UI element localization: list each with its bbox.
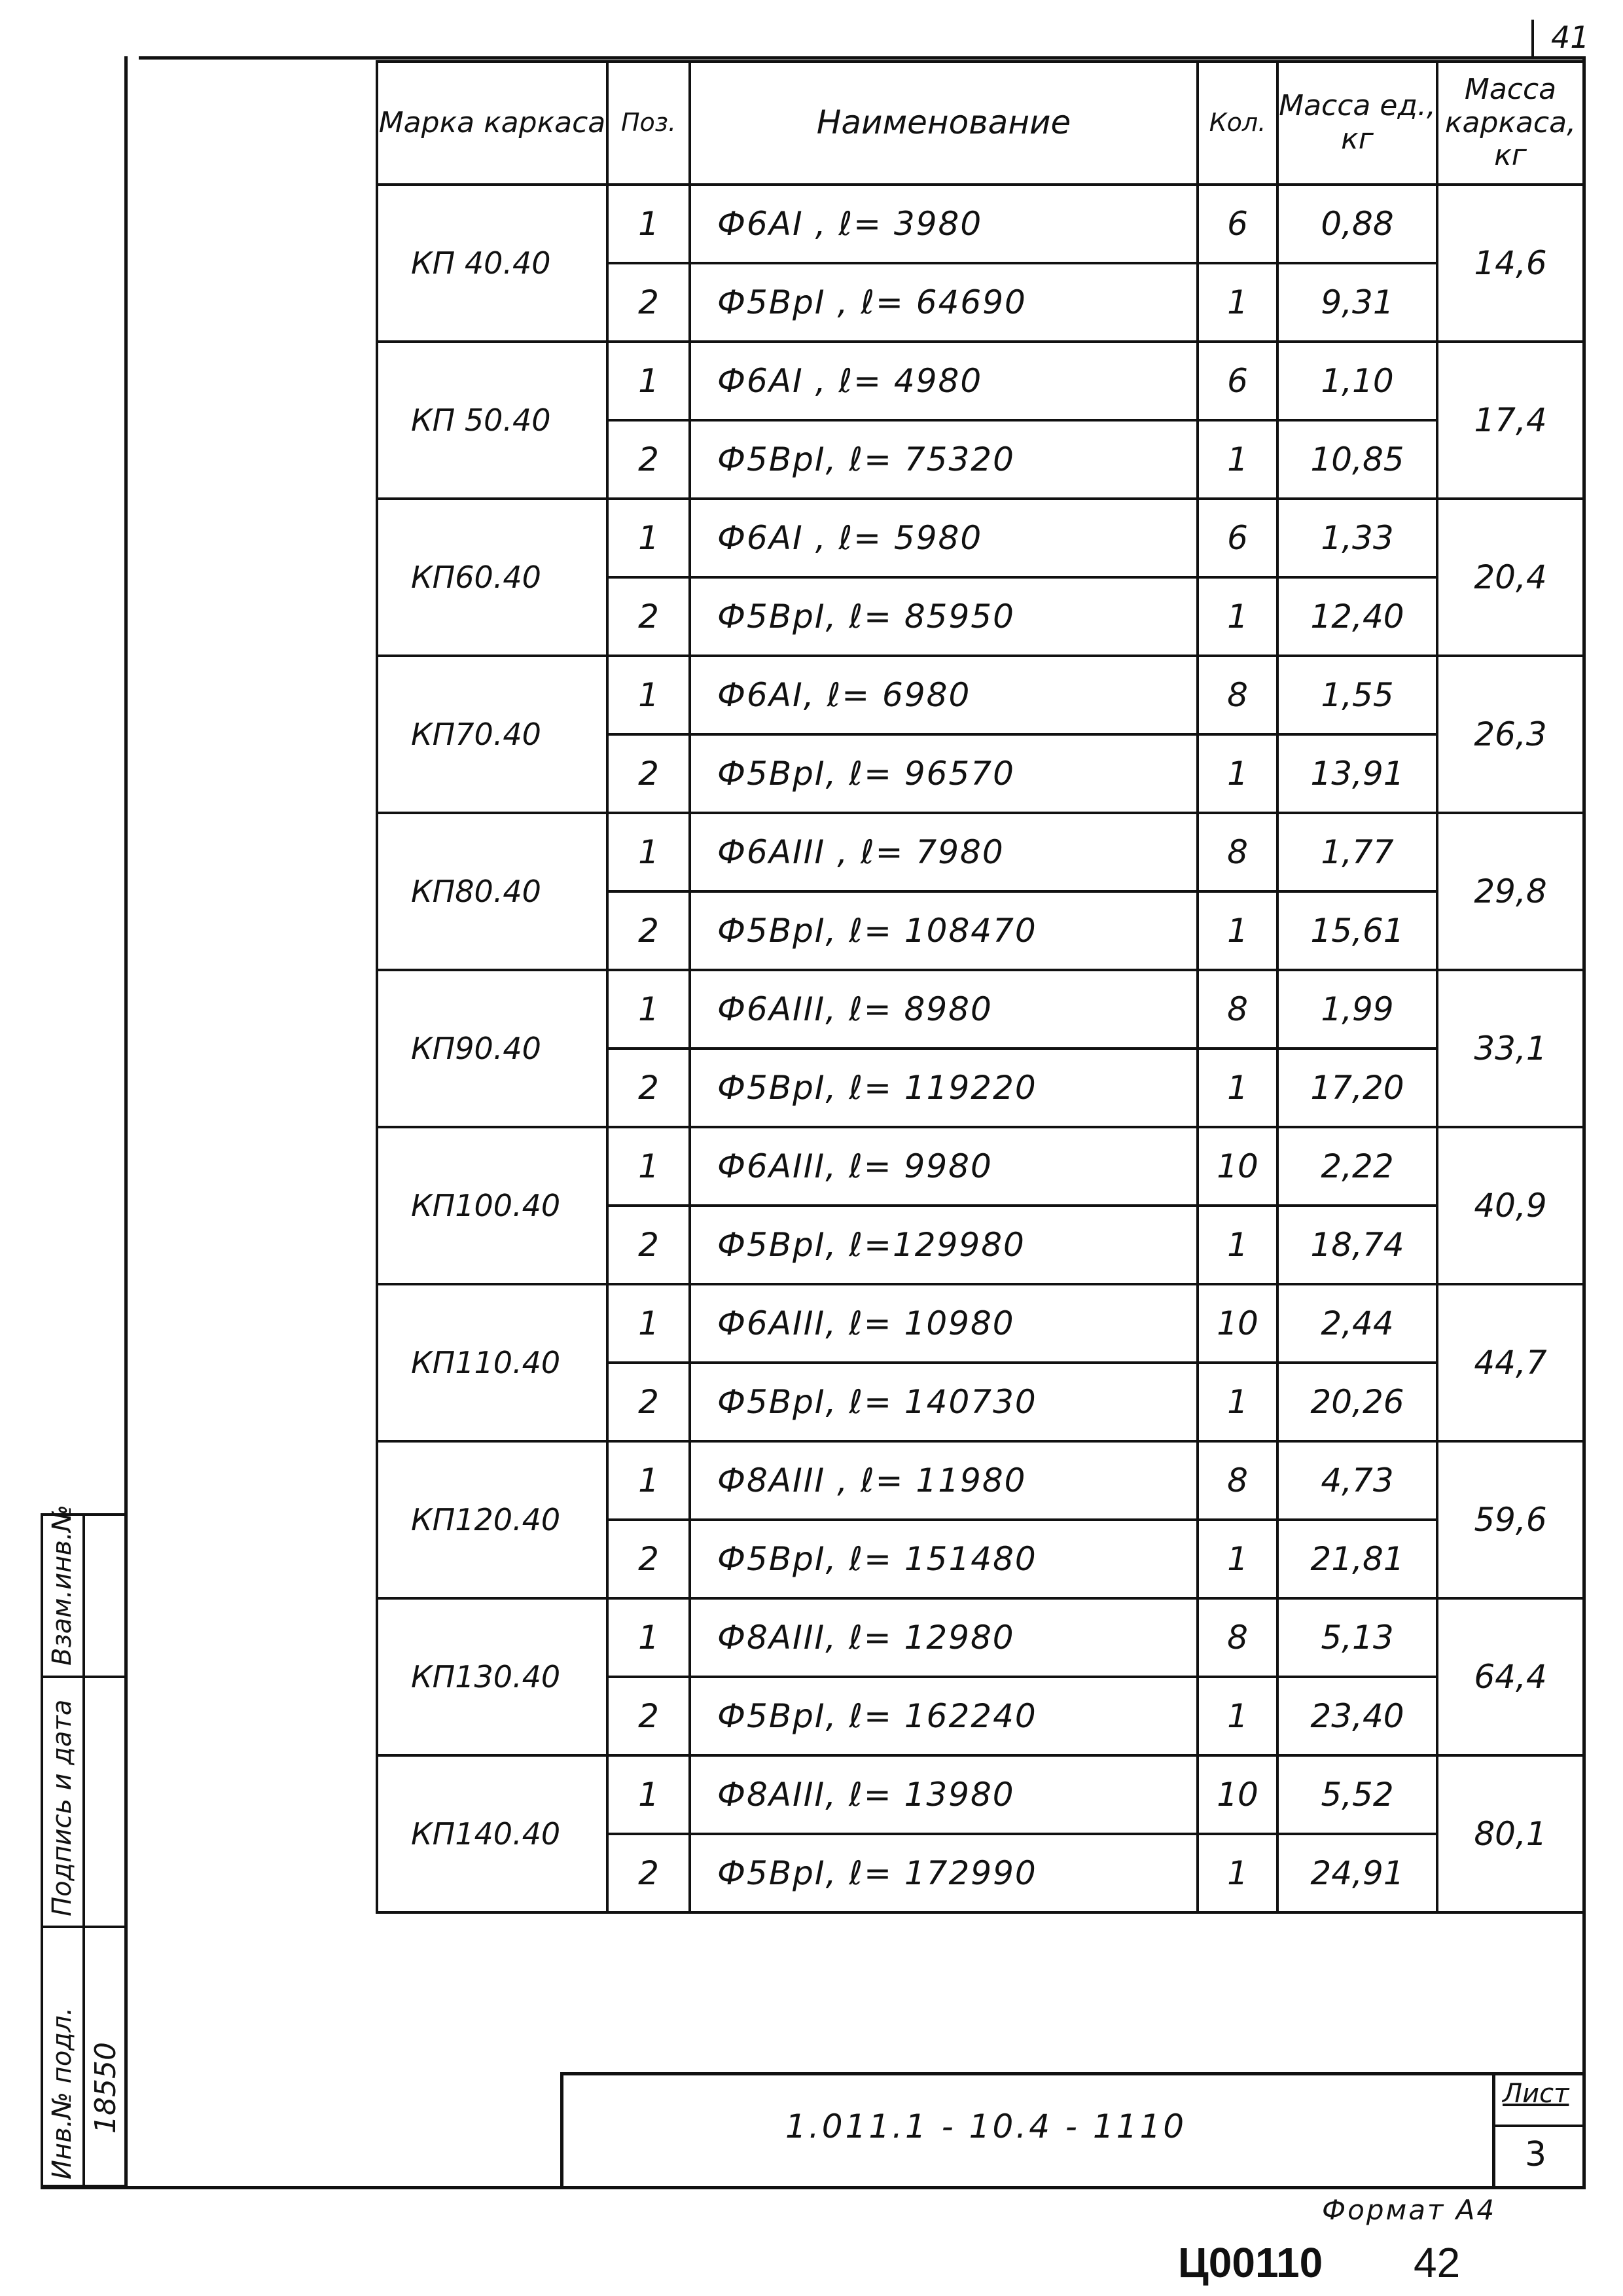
frame-mark: КП80.40 bbox=[377, 813, 607, 970]
position-cell: 1 bbox=[607, 185, 690, 263]
item-name-cell: Ф6АIII, ℓ= 10980 bbox=[690, 1284, 1198, 1363]
item-name-cell: Ф6АI, ℓ= 6980 bbox=[690, 656, 1198, 734]
unit-mass-cell: 1,33 bbox=[1277, 499, 1437, 577]
frame-mark: КП60.40 bbox=[377, 499, 607, 656]
title-block-sheet-divider bbox=[1492, 2125, 1586, 2127]
position-cell: 1 bbox=[607, 342, 690, 420]
frame-mass-cell: 44,7 bbox=[1437, 1284, 1584, 1441]
title-block-divider bbox=[1492, 2072, 1495, 2189]
unit-mass-cell: 10,85 bbox=[1277, 420, 1437, 499]
item-name-cell: Ф8АIII, ℓ= 13980 bbox=[690, 1755, 1198, 1834]
table-row bbox=[377, 342, 1584, 420]
frame-mass-cell: 20,4 bbox=[1437, 499, 1584, 656]
item-name-cell: Ф6АIII , ℓ= 7980 bbox=[690, 813, 1198, 891]
quantity-cell: 8 bbox=[1198, 1441, 1277, 1520]
header-pos: Поз. bbox=[607, 62, 690, 185]
quantity-cell: 1 bbox=[1198, 420, 1277, 499]
sheet-label: Лист bbox=[1503, 2079, 1569, 2109]
frame-mass-cell: 33,1 bbox=[1437, 970, 1584, 1127]
position-cell: 2 bbox=[607, 734, 690, 813]
item-name-cell: Ф5ВрI, ℓ=129980 bbox=[690, 1206, 1198, 1284]
item-name-cell: Ф6АI , ℓ= 4980 bbox=[690, 342, 1198, 420]
title-block-left bbox=[560, 2072, 563, 2189]
position-cell: 1 bbox=[607, 656, 690, 734]
item-name-cell: Ф5ВрI, ℓ= 85950 bbox=[690, 577, 1198, 656]
table-row bbox=[377, 1441, 1584, 1520]
unit-mass-cell: 23,40 bbox=[1277, 1677, 1437, 1755]
quantity-cell: 1 bbox=[1198, 1206, 1277, 1284]
item-name-cell: Ф6АI , ℓ= 5980 bbox=[690, 499, 1198, 577]
item-name-cell: Ф8АIII , ℓ= 11980 bbox=[690, 1441, 1198, 1520]
sheet-number: 3 bbox=[1525, 2135, 1547, 2174]
quantity-cell: 8 bbox=[1198, 656, 1277, 734]
position-cell: 1 bbox=[607, 1127, 690, 1206]
quantity-cell: 8 bbox=[1198, 813, 1277, 891]
quantity-cell: 6 bbox=[1198, 499, 1277, 577]
frame-mark: КП 50.40 bbox=[377, 342, 607, 499]
unit-mass-cell: 1,99 bbox=[1277, 970, 1437, 1049]
item-name-cell: Ф5ВрI, ℓ= 172990 bbox=[690, 1834, 1198, 1912]
frame-bottom-line bbox=[41, 2186, 1586, 2189]
frame-mass-cell: 59,6 bbox=[1437, 1441, 1584, 1598]
position-cell: 2 bbox=[607, 263, 690, 342]
format-label: Формат А4 bbox=[1322, 2194, 1497, 2226]
unit-mass-cell: 21,81 bbox=[1277, 1520, 1437, 1598]
item-name-cell: Ф5ВрI, ℓ= 75320 bbox=[690, 420, 1198, 499]
frame-left-line bbox=[124, 56, 128, 2189]
quantity-cell: 1 bbox=[1198, 1677, 1277, 1755]
position-cell: 2 bbox=[607, 420, 690, 499]
header-unit-mass: Масса ед., кг bbox=[1277, 62, 1437, 185]
table-header-row bbox=[377, 62, 1584, 185]
item-name-cell: Ф6АIII, ℓ= 9980 bbox=[690, 1127, 1198, 1206]
item-name-cell: Ф5ВрI, ℓ= 119220 bbox=[690, 1049, 1198, 1127]
position-cell: 2 bbox=[607, 1049, 690, 1127]
side-stamp-hline bbox=[41, 1676, 124, 1678]
frame-mark: КП 40.40 bbox=[377, 185, 607, 342]
frame-mass-cell: 14,6 bbox=[1437, 185, 1584, 342]
position-cell: 2 bbox=[607, 891, 690, 970]
frame-mass-cell: 64,4 bbox=[1437, 1598, 1584, 1755]
frame-mass-cell: 26,3 bbox=[1437, 656, 1584, 813]
item-name-cell: Ф5ВрI, ℓ= 108470 bbox=[690, 891, 1198, 970]
unit-mass-cell: 1,55 bbox=[1277, 656, 1437, 734]
stamp-replace-inv-label: Взам.инв.№ bbox=[47, 1504, 77, 1666]
unit-mass-cell: 5,52 bbox=[1277, 1755, 1437, 1834]
frame-mass-cell: 17,4 bbox=[1437, 342, 1584, 499]
quantity-cell: 1 bbox=[1198, 1520, 1277, 1598]
frame-mark: КП130.40 bbox=[377, 1598, 607, 1755]
quantity-cell: 10 bbox=[1198, 1127, 1277, 1206]
corner-mark bbox=[1531, 20, 1534, 59]
table-row bbox=[377, 813, 1584, 891]
stamp-sign-date-label: Подпись и дата bbox=[47, 1699, 77, 1916]
frame-mass-cell: 80,1 bbox=[1437, 1755, 1584, 1912]
item-name-cell: Ф6АI , ℓ= 3980 bbox=[690, 185, 1198, 263]
item-name-cell: Ф5ВрI, ℓ= 140730 bbox=[690, 1363, 1198, 1441]
stamp-inv-orig-value: 18550 bbox=[89, 2042, 122, 2134]
table-row bbox=[377, 1598, 1584, 1677]
quantity-cell: 1 bbox=[1198, 1834, 1277, 1912]
title-block-top bbox=[560, 2072, 1586, 2075]
header-mark: Марка каркаса bbox=[377, 62, 607, 185]
item-name-cell: Ф6АIII, ℓ= 8980 bbox=[690, 970, 1198, 1049]
table-body bbox=[377, 185, 1584, 1912]
quantity-cell: 10 bbox=[1198, 1755, 1277, 1834]
archive-page-number: 42 bbox=[1414, 2239, 1461, 2286]
table-row bbox=[377, 1284, 1584, 1363]
quantity-cell: 1 bbox=[1198, 734, 1277, 813]
quantity-cell: 1 bbox=[1198, 1049, 1277, 1127]
position-cell: 2 bbox=[607, 1363, 690, 1441]
specification-table bbox=[376, 60, 1585, 1914]
unit-mass-cell: 18,74 bbox=[1277, 1206, 1437, 1284]
table-row bbox=[377, 970, 1584, 1049]
position-cell: 1 bbox=[607, 1441, 690, 1520]
quantity-cell: 1 bbox=[1198, 1363, 1277, 1441]
side-stamp-divider bbox=[82, 1513, 85, 2187]
position-cell: 2 bbox=[607, 1206, 690, 1284]
corner-sheet-number: 41 bbox=[1551, 20, 1590, 55]
unit-mass-cell: 20,26 bbox=[1277, 1363, 1437, 1441]
frame-mark: КП140.40 bbox=[377, 1755, 607, 1912]
unit-mass-cell: 17,20 bbox=[1277, 1049, 1437, 1127]
position-cell: 1 bbox=[607, 1755, 690, 1834]
header-name: Наименование bbox=[690, 62, 1198, 185]
quantity-cell: 6 bbox=[1198, 342, 1277, 420]
unit-mass-cell: 2,44 bbox=[1277, 1284, 1437, 1363]
frame-mass-cell: 29,8 bbox=[1437, 813, 1584, 970]
table-row bbox=[377, 185, 1584, 263]
item-name-cell: Ф5ВрI, ℓ= 151480 bbox=[690, 1520, 1198, 1598]
unit-mass-cell: 0,88 bbox=[1277, 185, 1437, 263]
side-stamp-hline bbox=[41, 1926, 124, 1928]
unit-mass-cell: 24,91 bbox=[1277, 1834, 1437, 1912]
item-name-cell: Ф5ВрI , ℓ= 64690 bbox=[690, 263, 1198, 342]
quantity-cell: 1 bbox=[1198, 263, 1277, 342]
position-cell: 2 bbox=[607, 577, 690, 656]
unit-mass-cell: 13,91 bbox=[1277, 734, 1437, 813]
frame-mark: КП120.40 bbox=[377, 1441, 607, 1598]
frame-mark: КП100.40 bbox=[377, 1127, 607, 1284]
unit-mass-cell: 12,40 bbox=[1277, 577, 1437, 656]
position-cell: 1 bbox=[607, 813, 690, 891]
document-code: 1.011.1 - 10.4 - 1110 bbox=[785, 2108, 1187, 2145]
unit-mass-cell: 9,31 bbox=[1277, 263, 1437, 342]
archive-code: Ц00110 bbox=[1178, 2239, 1323, 2286]
quantity-cell: 10 bbox=[1198, 1284, 1277, 1363]
position-cell: 1 bbox=[607, 499, 690, 577]
frame-mass-cell: 40,9 bbox=[1437, 1127, 1584, 1284]
frame-mark: КП70.40 bbox=[377, 656, 607, 813]
header-frame-mass: Масса каркаса, кг bbox=[1437, 62, 1584, 185]
header-qty: Кол. bbox=[1198, 62, 1277, 185]
quantity-cell: 6 bbox=[1198, 185, 1277, 263]
position-cell: 1 bbox=[607, 1284, 690, 1363]
unit-mass-cell: 2,22 bbox=[1277, 1127, 1437, 1206]
position-cell: 2 bbox=[607, 1677, 690, 1755]
quantity-cell: 1 bbox=[1198, 577, 1277, 656]
unit-mass-cell: 5,13 bbox=[1277, 1598, 1437, 1677]
item-name-cell: Ф8АIII, ℓ= 12980 bbox=[690, 1598, 1198, 1677]
position-cell: 2 bbox=[607, 1834, 690, 1912]
table-row bbox=[377, 1127, 1584, 1206]
unit-mass-cell: 1,10 bbox=[1277, 342, 1437, 420]
quantity-cell: 1 bbox=[1198, 891, 1277, 970]
unit-mass-cell: 15,61 bbox=[1277, 891, 1437, 970]
stamp-inv-orig-label: Инв.№ подл. bbox=[47, 2007, 77, 2179]
table-row bbox=[377, 1755, 1584, 1834]
table-row bbox=[377, 656, 1584, 734]
quantity-cell: 8 bbox=[1198, 1598, 1277, 1677]
frame-mark: КП110.40 bbox=[377, 1284, 607, 1441]
position-cell: 1 bbox=[607, 970, 690, 1049]
item-name-cell: Ф5ВрI, ℓ= 162240 bbox=[690, 1677, 1198, 1755]
quantity-cell: 8 bbox=[1198, 970, 1277, 1049]
position-cell: 2 bbox=[607, 1520, 690, 1598]
table-row bbox=[377, 499, 1584, 577]
unit-mass-cell: 1,77 bbox=[1277, 813, 1437, 891]
frame-top-line bbox=[139, 56, 1585, 60]
item-name-cell: Ф5ВрI, ℓ= 96570 bbox=[690, 734, 1198, 813]
frame-mark: КП90.40 bbox=[377, 970, 607, 1127]
position-cell: 1 bbox=[607, 1598, 690, 1677]
unit-mass-cell: 4,73 bbox=[1277, 1441, 1437, 1520]
